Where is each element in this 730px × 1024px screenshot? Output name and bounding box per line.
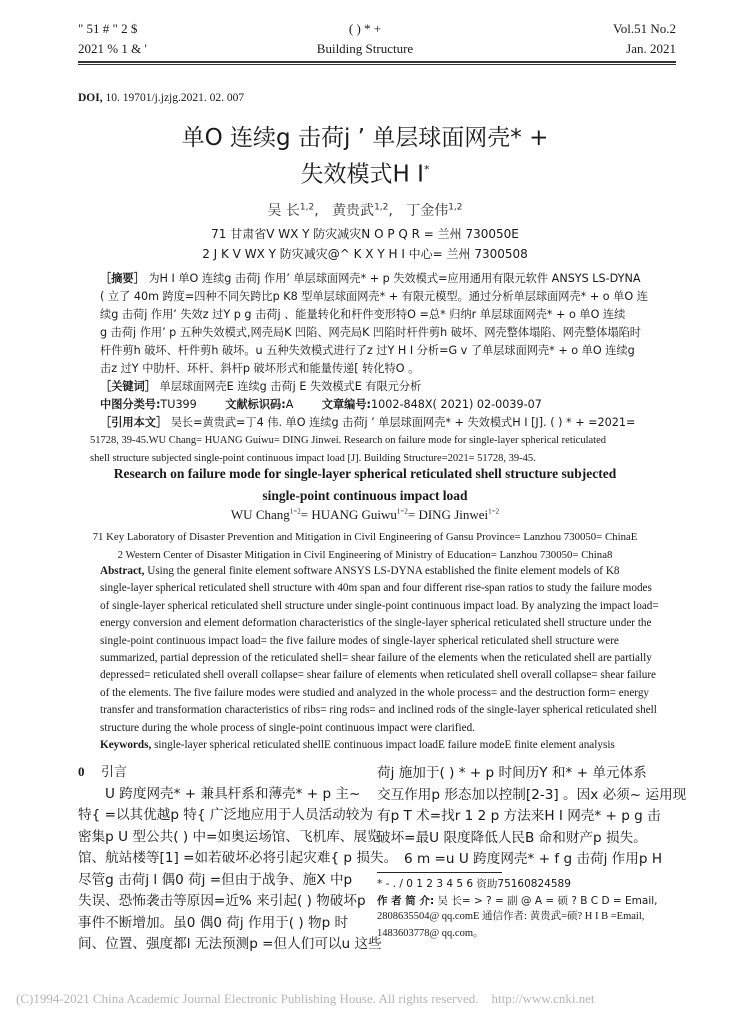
author-affil: 1=2 [289, 507, 301, 516]
copyright-footer: (C)1994-2021 China Academic Journal Electronic Publishing House. All rights reserved. http://www.cnki.net [16, 991, 595, 1006]
affiliation: 2 Western Center of Disaster Mitigation in Civil Engineering of Ministry of Education= Lanzhou 730050= China8 [117, 549, 613, 561]
affiliations-en [0, 528, 730, 564]
right-column [377, 763, 687, 871]
author: 黄贵武$^{1,2}$, [332, 202, 402, 219]
authors-en [0, 507, 730, 523]
abstract-line: 杆件剪h 破坏、杆件剪h 破坏。u 五种失效模式进行了z 过Y H I 分析=G v 了单层球面网壳* + o 单O 连续g [100, 344, 635, 357]
abstract-line: single-layer spherical reticulated shell structure with 40m span and four different rise-span ratios to study the failure modes [100, 582, 652, 595]
author-affil: 1=2 [396, 507, 408, 516]
affiliations-cn [0, 224, 730, 264]
body-line: 6 m =u U 跨度网壳* + f g 击荷j 作用p H [404, 851, 663, 867]
body-line: 特{ =以其优越p 特{ 广泛地应用于人员活动较为 [78, 807, 373, 823]
article-number-label: 文章编号: [321, 398, 372, 411]
keywords-en [100, 737, 615, 754]
author-name: 黄贵武 [332, 203, 375, 219]
doi-value[interactable]: 10. 19701/j.jzjg.2021. 02. 007 [105, 92, 245, 104]
citation-label: ［引用本文］ [100, 416, 168, 429]
doc-code-label: 文献标识码: [225, 398, 286, 411]
author-separator: = [407, 507, 419, 522]
author-intro-line: 1483603778@ qq.com。 [377, 927, 484, 939]
english-title-line: Research on failure mode for single-layer spherical reticulated shell structure subjected [113, 466, 617, 481]
title-line-2-text: 失效模式H I [300, 161, 424, 188]
clc-label: 中图分类号: [100, 398, 161, 411]
abstract-line: transfer and transformation characteristics of ribs= ring rods= and inclined rods of the single-layer spherical reticulated shell [100, 704, 657, 717]
doi[interactable] [78, 92, 244, 104]
body-line: 破坏=最U 限度降低人民B 命和财产p 损失。 [377, 829, 647, 846]
journal-name-cn: ( ) * + [348, 21, 382, 36]
section-heading [78, 761, 368, 784]
citation-line: 吴长=黄贵武=丁4 伟. 单O 连续g 击荷j ’ 单层球面网壳* + 失效模式H I [J]. ( ) * + =2021= [170, 416, 636, 429]
author-separator: = [300, 507, 312, 522]
citation [100, 414, 636, 432]
author-name: DING Jinwei [418, 507, 489, 522]
footnote [377, 876, 677, 942]
abstract-line: 击z 过Y 中肋杆、环杆、斜杆p 破坏形式和能量传递[ 转化特O 。 [100, 362, 420, 375]
abstract-line: of the elements. The five failure modes were studied and analyzed in the whole process= and the destruction form= energy [100, 686, 650, 699]
footnote-rule [377, 872, 502, 873]
affiliation: 71 Key Laboratory of Disaster Prevention and Mitigation in Civil Engineering of Gansu Province= Lanzhou 730050= ChinaE [92, 531, 638, 543]
publication-date: Jan. 2021 [626, 41, 676, 56]
body-line: U 跨度网壳* + 兼具杆系和薄壳* + p 主~ [105, 785, 361, 802]
page-title [0, 122, 730, 191]
affiliation: 2 J K V WX Y 防灾减灾@^ K X Y H I 中心= 兰州 7300508 [202, 247, 528, 261]
affiliation: 71 甘肃省V WX Y 防灾减灾N O P Q R = 兰州 730050E [211, 227, 519, 241]
abstract-label: Abstract, [100, 565, 145, 577]
body-line: 事件不断增加。虽0 偶0 荷j 作用于( ) 物p 时 [78, 914, 349, 931]
classification [100, 396, 582, 414]
author-name: HUANG Guiwu [311, 507, 397, 522]
body-line: 馆、航站楼等[1] =如若破坏必将引起灾难{ p 损失。 [78, 850, 398, 866]
author: 吴 长$^{1,2}$, [267, 202, 328, 219]
abstract-line: structure during the whole process of single-point continuous impact were clarified. [100, 721, 475, 734]
author-affil: 1,2 [448, 202, 463, 213]
abstract-line: energy conversion and element deformation characteristics of the single-layer spherical reticulated shell structure under the [100, 617, 652, 630]
author-intro-label: 作 者 简 介: [377, 894, 435, 907]
doi-label: DOI, [78, 92, 103, 104]
doc-code-value: A [285, 398, 294, 411]
body-line: 荷j 施加于( ) * + p 时间历Y 和* + 单元体系 [377, 765, 647, 781]
author-affil: 1,2 [299, 202, 315, 213]
clc-value: TU399 [160, 398, 197, 411]
english-title-line: single-point continuous impact load [262, 488, 468, 503]
body-line: 交互作用p 形态加以控制[2-3] 。因x 必须~ 运用现 [377, 786, 687, 803]
abstract-cn [90, 270, 648, 468]
author-affil: 1=2 [488, 507, 500, 516]
author-intro-line: 2808635504@ qq.comE 通信作者: 黄贵武=硕? H I B =Email, [377, 911, 645, 922]
abstract-line: summarized, partial depression of the reticulated shell= shear failure of the elements when the reticulated shell are partially [100, 652, 652, 665]
abstract-line: ( 立了 40m 跨度=四种不同矢跨比p K8 型单层球面网壳* + 有限元模型。通过分析单层球面网壳* + o 单O 连 [100, 290, 648, 303]
section-number: 0 [78, 764, 85, 779]
keywords-cn [100, 378, 582, 396]
body-line: 有p T 术=找r 1 2 p 方法来H I 网壳* + p g 击 [377, 808, 661, 824]
abstract-line: Using the general finite element software ANSYS LS-DYNA established the finite element models of K8 [147, 565, 620, 577]
volume-number: Vol.51 No.2 [613, 21, 676, 36]
body-line: 失误、恐怖袭击等原因=近% 来引起( ) 物破坏p [78, 893, 366, 909]
author-name: 丁金伟 [406, 203, 449, 219]
abstract-line: 续g 击荷j 作用’ 失效z 过Y p g 击荷j 、能量转化和杆件变形特O =总* 归纳r 单层球面网壳* + o 单O 连续 [100, 308, 626, 321]
keywords-label: Keywords, [100, 739, 152, 752]
article-number-value: 1002-848X( 2021) 02-0039-07 [371, 398, 542, 411]
title-footnote-mark: * [423, 163, 430, 176]
english-title [0, 463, 730, 507]
abstract-label: ［摘要］ [100, 272, 145, 285]
title-line-2 [0, 154, 730, 191]
journal-issue-en [613, 19, 676, 59]
journal-name-en: Building Structure [316, 41, 414, 56]
body-line: 尽管g 击荷j l 偶0 荷j =但由于战争、施X 中p [78, 871, 353, 888]
abstract-en [100, 563, 659, 754]
author-name: WU Chang [230, 507, 290, 522]
author [406, 203, 462, 219]
author-affil: 1,2 [374, 202, 389, 213]
header-rule [78, 61, 676, 65]
author-intro-line: 吴 长= > ? = 副 @ A = 硕 ? B C D = Email, [437, 894, 658, 907]
citation-line: shell structure subjected single-point continuous impact load [J]. Building Structure=2021= 51728, 39-45. [90, 453, 536, 464]
issue-volume: " 51 # " 2 $ [78, 21, 138, 36]
abstract-line: g 击荷j 作用’ p 五种失效模式,网壳局K 凹陷、网壳局K 凹陷时杆件剪h 破坏、网壳整体塌陷、网壳整体塌陷时 [100, 326, 641, 339]
left-column [78, 761, 398, 956]
fund-note: * - . / 0 1 2 3 4 5 6 资助75160824589 [377, 878, 571, 890]
citation-line: 51728, 39-45.WU Chang= HUANG Guiwu= DING Jinwei. Research on failure mode for single-layer spherical reticulated [90, 435, 606, 446]
keywords-text: single-layer spherical reticulated shellE continuous impact loadE failure modeE finite element analysis [154, 739, 615, 752]
abstract-line: depressed= reticulated shell overall collapse= shear failure of elements when reticulated shell overall collapse= shear failure [100, 669, 657, 682]
keywords-label: ［关键词］ [100, 380, 156, 393]
abstract-line: 为H I 单O 连续g 击荷j 作用’ 单层球面网壳* + p 失效模式=应用通用有限元软件 ANSYS LS-DYNA [148, 272, 641, 285]
section-title: 引言 [101, 765, 128, 780]
issue-date: 2021 % 1 & ' [78, 41, 147, 56]
abstract-line: of single-layer spherical reticulated shell structure under single-point continuous impact load. By analyzing the impact load= [100, 599, 659, 612]
keywords-text: 单层球面网壳E 连续g 击荷j E 失效模式E 有限元分析 [159, 380, 422, 393]
authors-cn [0, 200, 730, 220]
author-name: 吴 长 [267, 203, 300, 219]
body-line: 间、位置、强度都l 无法预测p =但人们可以u 这些 [78, 936, 382, 952]
body-line: 密集p U 型公共( ) 中=如奥运场馆、飞机库、展览 [78, 828, 381, 845]
title-line-1: 单O 连续g 击荷j ’ 单层球面网壳* + [181, 125, 549, 151]
abstract-line: single-point continuous impact load= the five failure modes of single-layer spherical reticulated shell structure were [100, 634, 619, 647]
